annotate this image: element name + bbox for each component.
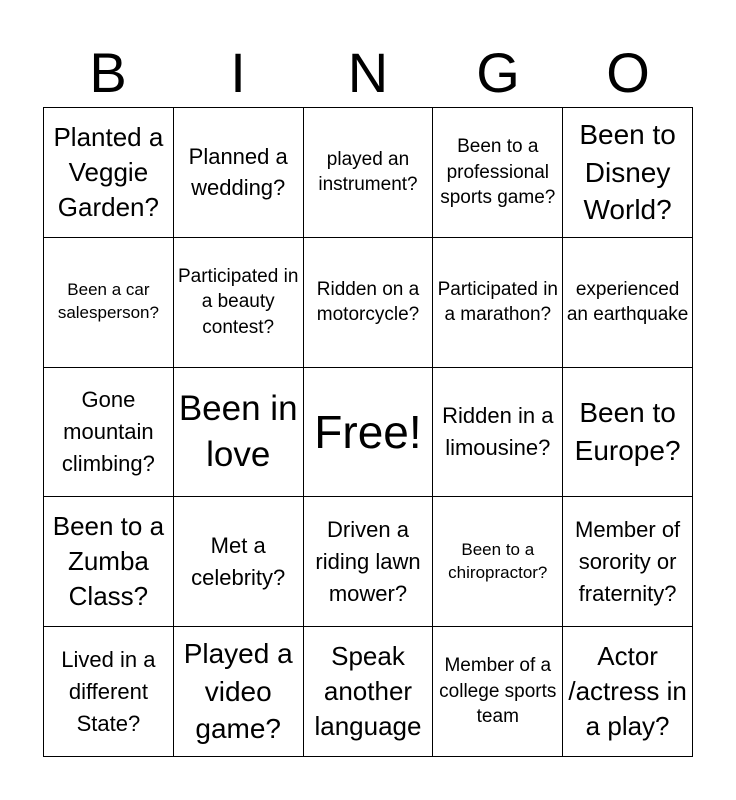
cell-label: Participated in a beauty contest? xyxy=(177,265,299,339)
cell-label: Been to Disney World? xyxy=(579,118,676,226)
bingo-cell-3-1[interactable] xyxy=(44,368,174,498)
cell-label: Driven a riding lawn mower? xyxy=(315,516,421,606)
bingo-cell-4-4[interactable] xyxy=(433,497,563,627)
cell-label: Played a video game? xyxy=(183,637,293,745)
bingo-cell-3-2[interactable] xyxy=(174,368,304,498)
cell-label: Speak another language xyxy=(314,640,422,742)
free-space-label: Free! xyxy=(314,405,422,458)
cell-label: played an instrument? xyxy=(318,148,418,196)
bingo-cell-5-4[interactable] xyxy=(433,627,563,757)
bingo-cell-1-2[interactable] xyxy=(174,108,304,238)
bingo-cell-1-3[interactable] xyxy=(304,108,434,238)
bingo-cell-5-2[interactable] xyxy=(174,627,304,757)
bingo-cell-2-1[interactable] xyxy=(44,238,174,368)
bingo-header xyxy=(43,40,693,106)
bingo-cell-5-5[interactable] xyxy=(563,627,693,757)
header-letter-i: I xyxy=(230,41,246,104)
header-letter-n: N xyxy=(347,41,389,104)
cell-label: Actor /actress in a play? xyxy=(568,640,687,742)
cell-label: Ridden on a motorcycle? xyxy=(316,278,420,326)
cell-label: Been to a professional sports game? xyxy=(440,135,556,209)
cell-label: Been a car salesperson? xyxy=(57,280,159,323)
bingo-cell-4-2[interactable] xyxy=(174,497,304,627)
bingo-cell-5-1[interactable] xyxy=(44,627,174,757)
cell-label: Planned a wedding? xyxy=(188,143,288,201)
cell-label: Lived in a different State? xyxy=(61,646,156,736)
cell-label: Planted a Veggie Garden? xyxy=(53,121,164,222)
bingo-cell-2-2[interactable] xyxy=(174,238,304,368)
bingo-cell-4-5[interactable] xyxy=(563,497,693,627)
bingo-cell-2-3[interactable] xyxy=(304,238,434,368)
bingo-cell-2-5[interactable] xyxy=(563,238,693,368)
header-letter-b: B xyxy=(89,41,127,104)
bingo-cell-1-1[interactable] xyxy=(44,108,174,238)
cell-label: Gone mountain climbing? xyxy=(61,387,155,476)
cell-label: Met a celebrity? xyxy=(191,532,286,590)
bingo-cell-4-3[interactable] xyxy=(304,497,434,627)
bingo-grid xyxy=(43,107,693,757)
cell-label: Ridden in a limousine? xyxy=(442,403,554,460)
cell-label: Participated in a marathon? xyxy=(437,278,558,326)
bingo-cell-5-3[interactable] xyxy=(304,627,434,757)
cell-label: Member of a college sports team xyxy=(439,655,557,728)
cell-label: Been to a chiropractor? xyxy=(448,539,548,582)
cell-label: Been in love xyxy=(178,389,298,474)
bingo-cell-2-4[interactable] xyxy=(433,238,563,368)
cell-label: experienced an earthquake xyxy=(566,278,689,326)
cell-label: Been to a Zumba Class? xyxy=(52,511,165,612)
bingo-cell-3-5[interactable] xyxy=(563,368,693,498)
cell-label: Been to Europe? xyxy=(574,397,681,466)
header-letter-g: G xyxy=(476,41,520,104)
header-letter-o: O xyxy=(606,41,650,104)
bingo-cell-1-4[interactable] xyxy=(433,108,563,238)
bingo-cell-4-1[interactable] xyxy=(44,497,174,627)
bingo-cell-1-5[interactable] xyxy=(563,108,693,238)
bingo-cell-free[interactable] xyxy=(304,368,434,498)
cell-label: Member of sorority or fraternity? xyxy=(575,516,681,606)
bingo-cell-3-4[interactable] xyxy=(433,368,563,498)
